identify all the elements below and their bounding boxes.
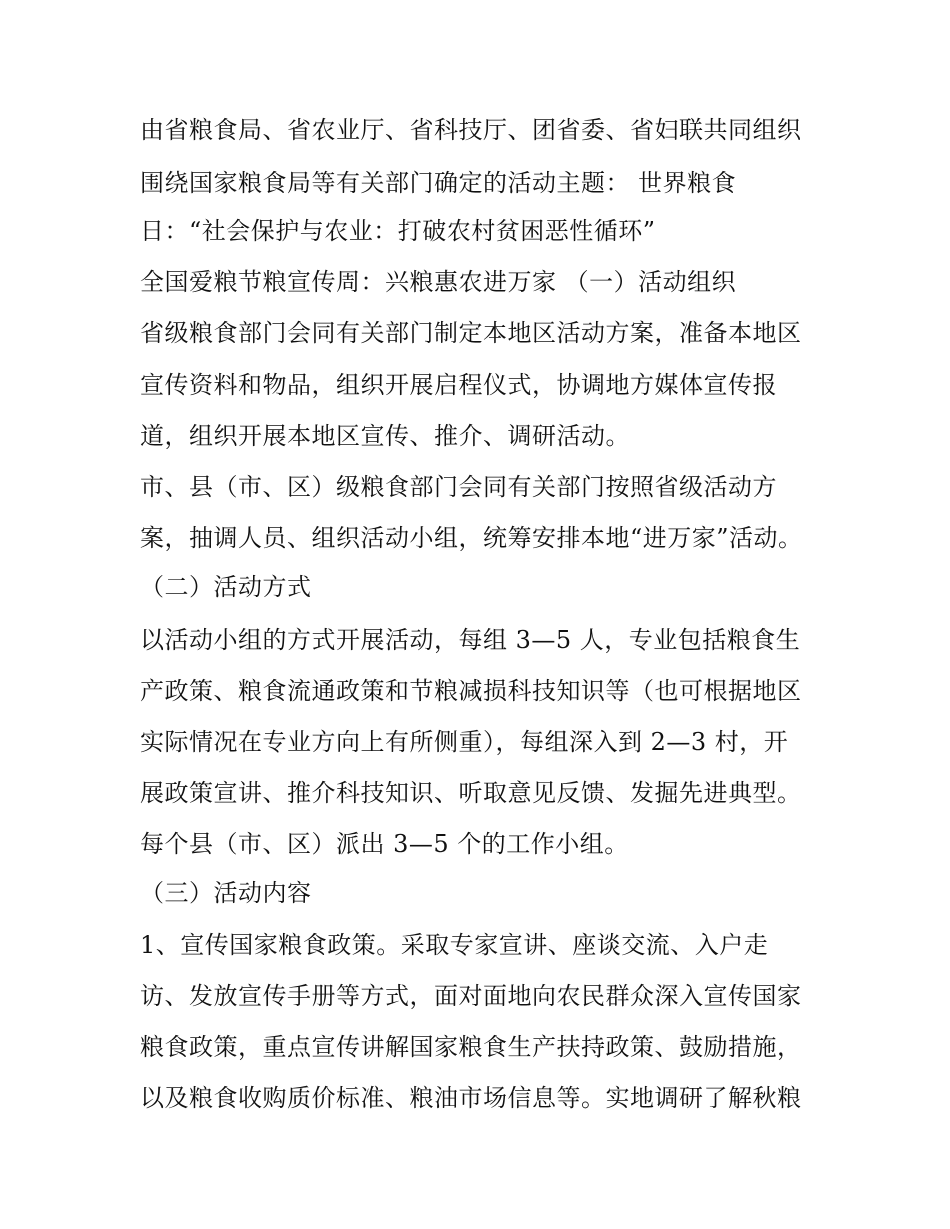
text-line: 实际情况在专业方向上有所侧重），每组深入到 2—3 村，开 xyxy=(140,728,789,756)
text-line: 产政策、粮食流通政策和节粮减损科技知识等（也可根据地区 xyxy=(140,677,802,705)
text-line: 1、宣传国家粮食政策。采取专家宣讲、座谈交流、入户走 xyxy=(140,931,769,959)
text-line: 道，组织开展本地区宣传、推介、调研活动。 xyxy=(140,422,630,450)
text-line: 宣传资料和物品，组织开展启程仪式，协调地方媒体宣传报 xyxy=(140,371,777,399)
text-line: 全国爱粮节粮宣传周：兴粮惠农进万家 （一）活动组织 xyxy=(140,268,737,296)
text-line: 以活动小组的方式开展活动，每组 3—5 人，专业包括粮食生 xyxy=(140,626,801,654)
section-heading: （三）活动内容 xyxy=(140,879,312,907)
text-line: 访、发放宣传手册等方式，面对面地向农民群众深入宣传国家 xyxy=(140,982,802,1010)
text-line: 案，抽调人员、组织活动小组，统筹安排本地“进万家”活动。 xyxy=(140,524,803,552)
text-line: 围绕国家粮食局等有关部门确定的活动主题： 世界粮食 xyxy=(140,169,737,197)
section-heading: （二）活动方式 xyxy=(140,573,312,601)
text-line: 日：“社会保护与农业：打破农村贫困恶性循环” xyxy=(140,217,656,245)
text-line: 以及粮食收购质价标准、粮油市场信息等。实地调研了解秋粮 xyxy=(140,1084,802,1112)
text-line: 市、县（市、区）级粮食部门会同有关部门按照省级活动方 xyxy=(140,473,777,501)
text-line: 省级粮食部门会同有关部门制定本地区活动方案，准备本地区 xyxy=(140,319,802,347)
text-line: 由省粮食局、省农业厅、省科技厅、团省委、省妇联共同组织 xyxy=(140,116,802,144)
text-line: 粮食政策，重点宣传讲解国家粮食生产扶持政策、鼓励措施， xyxy=(140,1033,802,1061)
text-line: 展政策宣讲、推介科技知识、听取意见反馈、发掘先进典型。 xyxy=(140,779,802,807)
text-line: 每个县（市、区）派出 3—5 个的工作小组。 xyxy=(140,830,629,858)
